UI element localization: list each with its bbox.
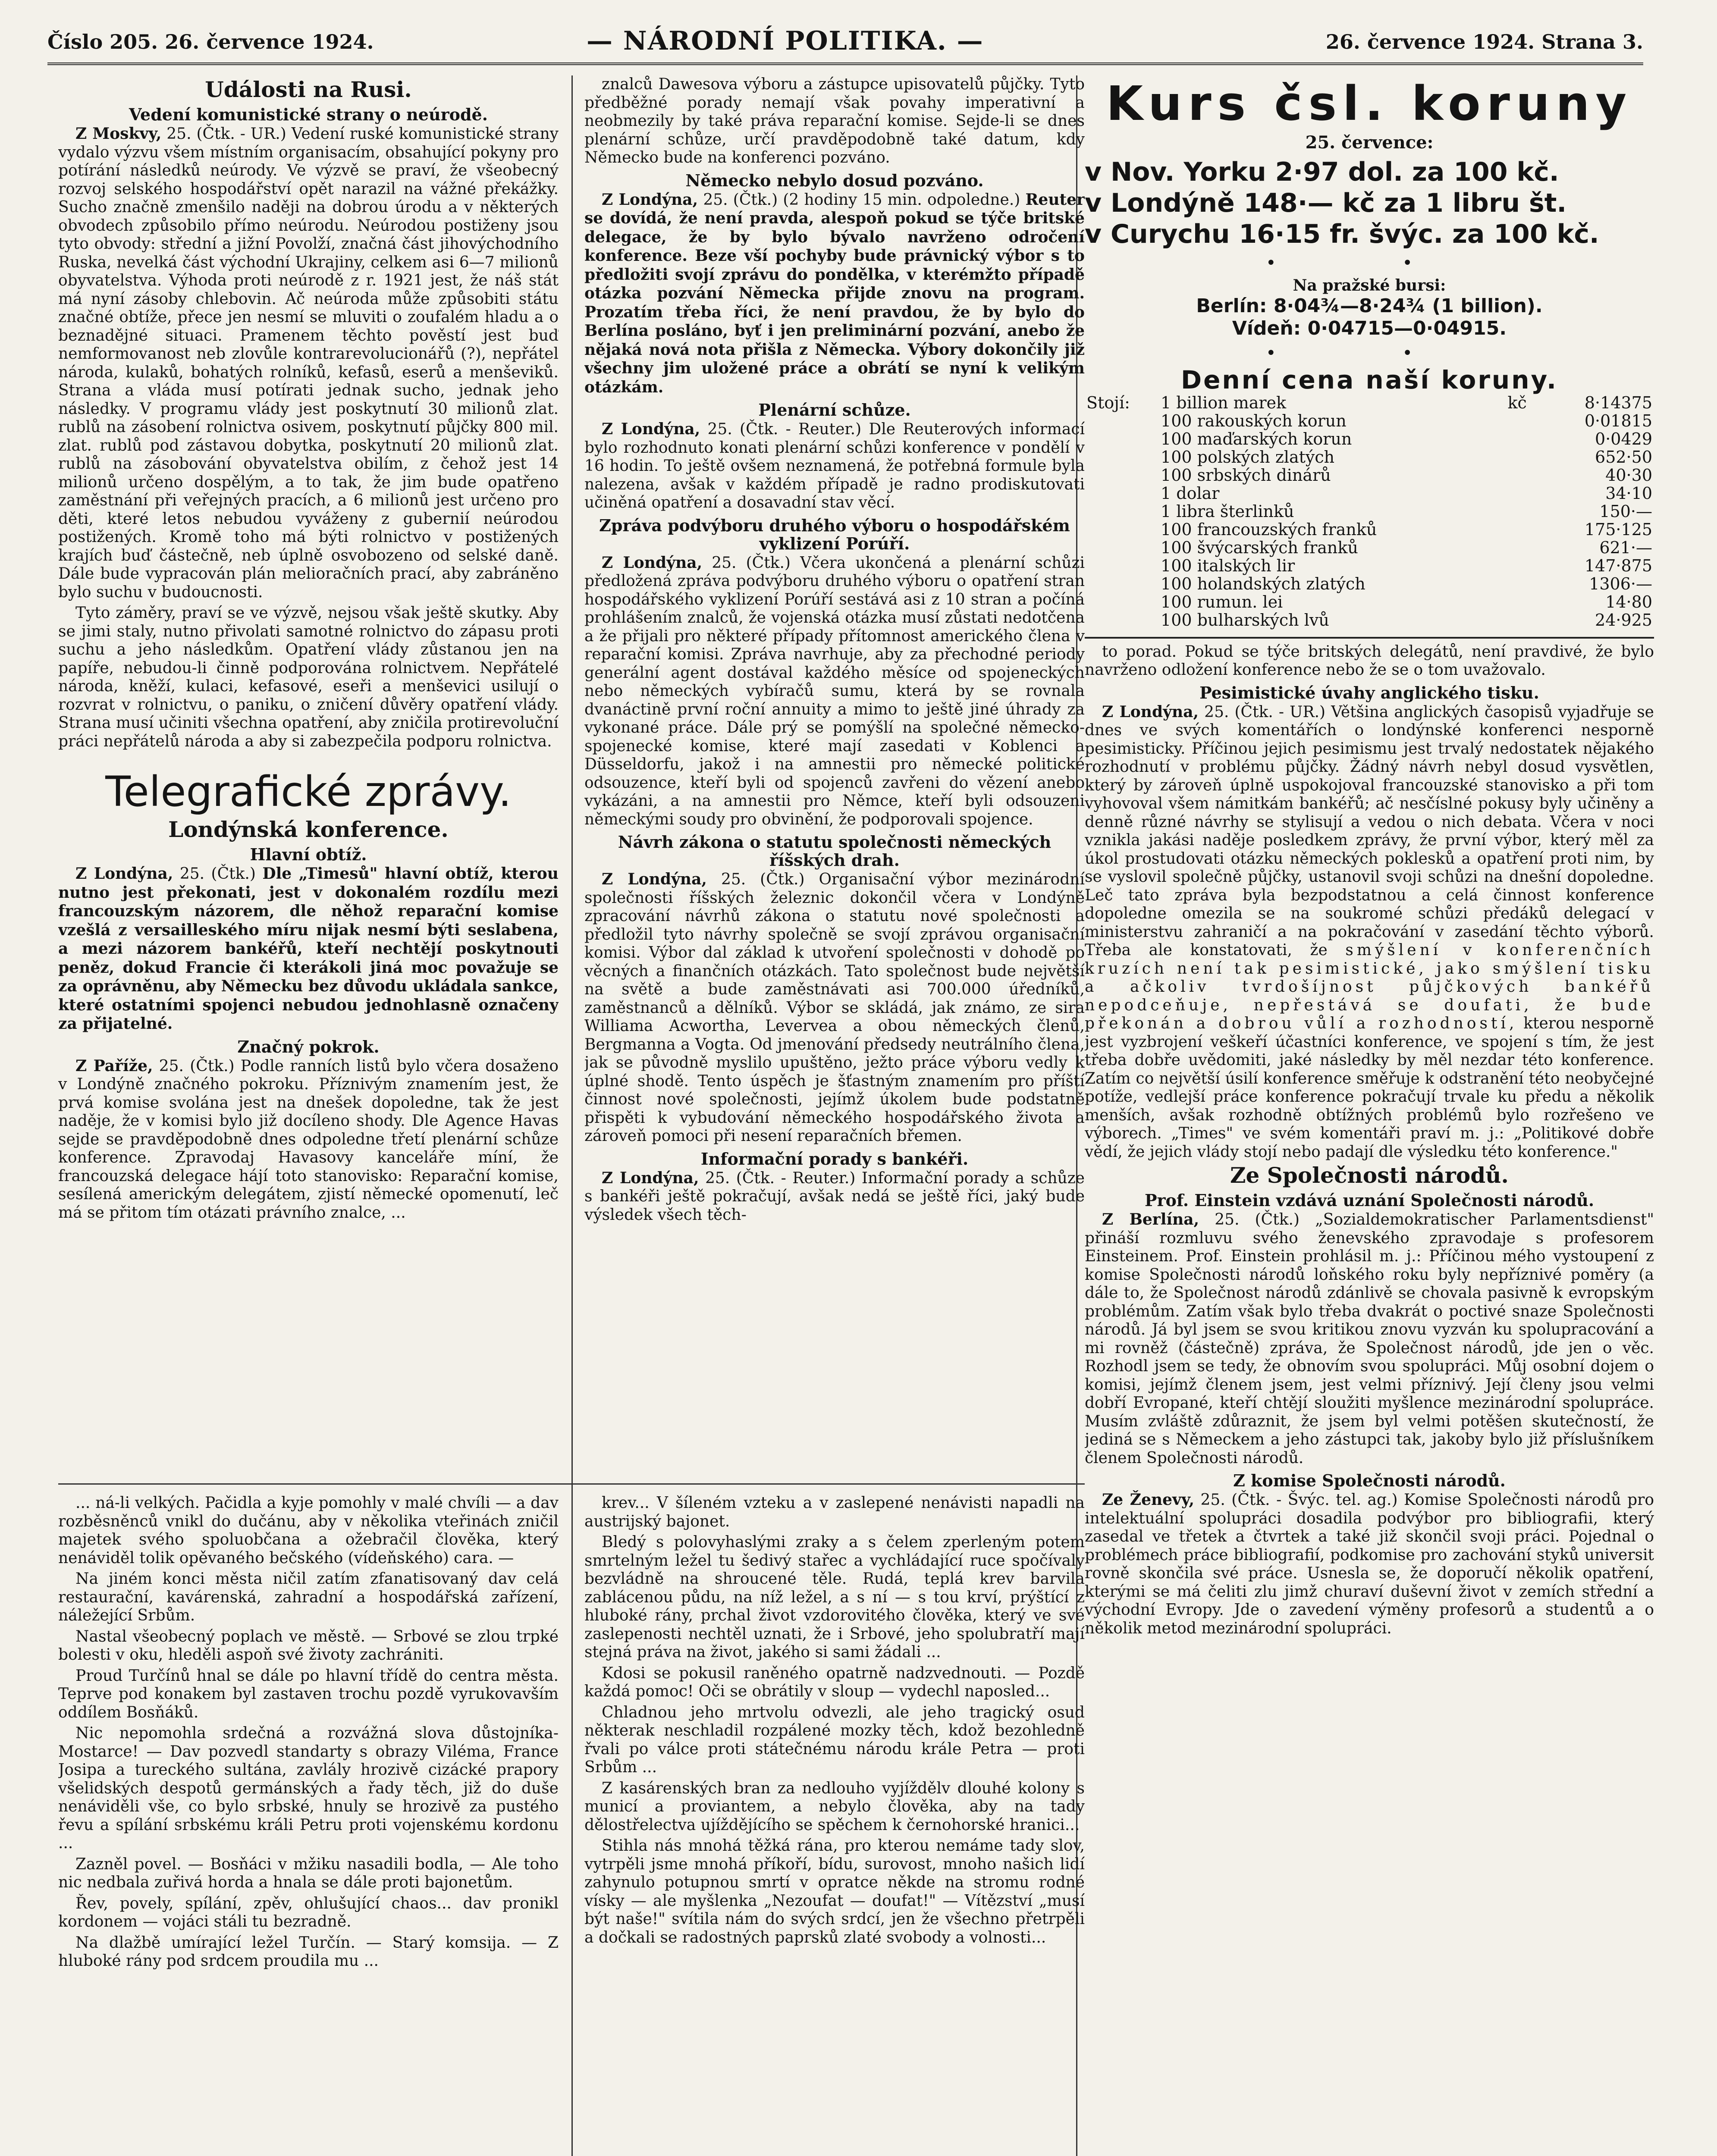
story-heading: Zpráva podvýboru druhého výboru o hospodářském vyklizení Porúří. <box>599 515 1070 553</box>
story-heading: Z komise Společnosti národů. <box>1233 1471 1506 1490</box>
rate-value: 0·0429 <box>1595 429 1652 448</box>
header-issue: Číslo 205. 26. července 1924. <box>47 30 374 53</box>
rate-prefix <box>1085 502 1159 520</box>
rate-unit <box>1506 502 1542 520</box>
paragraph: Na dlažbě umírající ležel Turčín. — Starý komsija. — Z hluboké rány pod srdcem proudila mu ... <box>58 1934 559 1970</box>
rate-prefix <box>1085 412 1159 430</box>
rate-label: 1 billion marek <box>1161 393 1287 412</box>
rate-label: 100 švýcarských franků <box>1161 538 1358 557</box>
rate-label: 100 bulharských lvů <box>1161 610 1329 630</box>
column-1 <box>58 75 559 2156</box>
rate-prefix <box>1085 539 1159 557</box>
rate-prefix: Stojí: <box>1086 393 1130 412</box>
rate-value: 147·875 <box>1584 556 1652 575</box>
story-heading: Informační porady s bankéři. <box>700 1149 969 1169</box>
masthead-title: — NÁRODNÍ POLITIKA. — <box>587 26 984 56</box>
rate-unit <box>1506 412 1542 430</box>
rate-unit <box>1506 593 1542 611</box>
story-heading: Značný pokrok. <box>237 1037 380 1056</box>
rate-unit <box>1506 611 1542 629</box>
rate-unit <box>1506 466 1542 484</box>
rates-rule <box>1085 637 1654 639</box>
rate-row <box>1085 430 1654 448</box>
rate-row <box>1085 484 1654 502</box>
paragraph: Z kasárenských bran za nedlouho vyjíždělv dlouhé kolony s municí a proviantem, a nebylo člověka, aby na tady dělostřelectva ujíždějícího se spěchem k černohorské hranici... <box>584 1779 1085 1834</box>
paragraph: to porad. Pokud se týče britských delegátů, není pravdivé, že bylo navrženo odložení konference nebo že se o tom uvažovalo. <box>1085 642 1654 679</box>
rate-prefix <box>1085 611 1159 629</box>
rate-unit <box>1506 484 1542 502</box>
rate-value: 1306·— <box>1589 574 1652 593</box>
rates-table <box>1085 394 1654 629</box>
rate-prefix <box>1085 466 1159 484</box>
article-title: Události na Rusi. <box>205 77 412 102</box>
paragraph: Z Moskvy, 25. (Čtk. - UR.) Vedení ruské komunistické strany vydalo výzvu všem místním organisacím, obsahující pokyny pro potírání následků neúrody. Ve výzvě se praví, že všeobecný rozvoj selského hospodářství opět narazil na vážné překážky. Sucho značně zmenšilo naději na dobrou úrodu a v některých obvodech způsobilo přímo neúrodu. Neúrodou postiženy jsou tyto obvody: střední a jižní Povolží, značná část jihovýchodního Ruska, nevelká část východní Ukrajiny, celkem asi 6—7 milionů obyvatelstva. Výhoda proti neúrodě z r. 1921 jest, že náš stát má nyní zásoby chlebovin. Ač neúroda může způsobiti státu značné obtíže, přece jen nesmí se mluviti o zoufalém hladu a o beznadějné situaci. Pramenem těchto pověstí jest buď nemformovanost neb zlovůle kontrarevolucionářů (?), nepřátel národa, kulaků, bohatých rolníků, kefasů, eserů a menševiků. Strana a vláda musí potírati jednak sucho, jednak jeho následky. V programu vlády jest poskytnutí 30 milionů zlat. rublů na zásobení rolnictva osivem, poskytnutí půjčky 800 mil. zlat. rublů pod zástavou dobytka, poskytnutí 20 milionů zlat. rublů na zásobování obyvatelstva obilím, z čehož jest 14 milionů určeno dospělým, a to tak, že jim bude opatřeno zaměstnání při veřejných pracích, a 6 milionů jest určeno pro děti, které letos nebudou vyváženy z gubernií neúrodou postižených. Kromě toho má býti rolnictvo v postižených krajích buď částečně, neb úplně osvobozeno od selské daně. Dále bude vypracován plán melioračních prací, aby zabráněno bylo suchu v budoucnosti. <box>58 125 559 601</box>
paragraph: Stihla nás mnohá těžká rána, pro kterou nemáme tady slov, vytrpěli jsme mnohá příkoří, bídu, surovost, mnoho našich lidí zahynulo potupnou smrtí v opratce někde na stromu rodné vísky — ale myšlenka „Nezoufat — doufat!" — Vítězství „musí být naše!" svítila nám do svých srdcí, jen že všechno přetrpěli a dočkali se radostných paprsků zlaté svobody a volnosti... <box>584 1837 1085 1946</box>
paragraph: Kdosi se pokusil raněného opatrně nadzvednouti. — Pozdě každá pomoc! Oči se obrátily v sloup — vydechl naposled... <box>584 1664 1085 1700</box>
story-heading: Návrh zákona o statutu společnosti německých říšských drah. <box>618 832 1052 870</box>
rate-row <box>1085 593 1654 611</box>
rate-value: 621·— <box>1599 538 1652 557</box>
story-heading: Prof. Einstein vzdává uznání Společnosti národů. <box>1144 1191 1595 1210</box>
paragraph: ... ná-li velkých. Pačidla a kyje pomohly v malé chvíli — a dav rozběsněnců vnikl do dučánu, aby v několika vteřinách zničil majetek svého spoluobčana a ožebračil člověka, který nenáviděl tolik opěvaného bečského (vídeňského) cara. — <box>58 1494 559 1567</box>
rate-unit <box>1506 448 1542 466</box>
rate-value: 40·30 <box>1605 465 1652 485</box>
column-3 <box>1085 75 1654 2156</box>
rate-prefix <box>1085 575 1159 593</box>
rate-unit <box>1506 430 1542 448</box>
rate-value: 652·50 <box>1595 447 1652 467</box>
rate-row <box>1085 520 1654 539</box>
rate-prefix <box>1085 557 1159 575</box>
column-divider-1 <box>571 75 573 2156</box>
bourse-label: Na pražské bursi: <box>1293 276 1446 295</box>
rate-row <box>1085 557 1654 575</box>
bourse-vienna: Vídeň: 0·04715—0·04915. <box>1232 317 1507 339</box>
rate-label: 100 srbských dinárů <box>1161 465 1331 485</box>
rate-prefix <box>1085 430 1159 448</box>
header-page: 26. července 1924. Strana 3. <box>1325 30 1643 53</box>
rate-label: 1 dolar <box>1161 483 1220 503</box>
header-rule <box>47 63 1643 65</box>
paragraph: Z Londýna, 25. (Čtk.) Včera ukončená a plenární schůzi předložená zpráva podvýboru druhého výboru o opatření stran hospodářského vyklizení Porúří sestává asi z 10 stran a počíná prohlášením znalců, že vojenská otázka musí zůstati nedotčena a že přijali pro některé případy přítomnost amerického člena v reparační komisi. Zpráva navrhuje, aby za přechodné periody generální agent dostával každého měsíce od spojeneckých nebo německých vybíračů sumu, která by se rovnala dvanáctině první roční annuity a mimo to ještě jiné úhrady za vykonané práce. Dále prý se pomýšlí na společné německo-spojenecké komise, které mají zasedati v Koblenci a Düsseldorfu, jakož i na amnestii pro německé politické odsouzence, kteří byli od spojenců zavřeni do vězení anebo vykázáni, a na amnestii pro Němce, kteří byli odsouzeni německými soudy pro obvinění, že podporovali spojence. <box>584 553 1085 828</box>
rate-prefix <box>1085 448 1159 466</box>
rate-value: 0·01815 <box>1584 411 1652 430</box>
feuilleton-2 <box>584 1494 1085 2156</box>
paragraph: Zazněl povel. — Bosňáci v mžiku nasadili bodla, — Ale toho nic nedbala zuřivá horda a hnala se dále proti bajonetům. <box>58 1855 559 1891</box>
story-heading: Plenární schůze. <box>758 400 911 420</box>
paragraph: Chladnou jeho mrtvolu odvezli, ale jeho tragický osud některak neschladil rozpálené mozky těch, kdož bezohledně řvali po válce proti státečnému národu krále Petra — proti Srbům ... <box>584 1703 1085 1776</box>
rate-label: 100 francouzských franků <box>1161 520 1377 539</box>
paragraph: Ze Ženevy, 25. (Čtk. - Švýc. tel. ag.) Komise Společnosti národů pro intelektuální spolupráci dosadila podvýbor pro bibliografii, který zasedal ve třetek a čtvrtek a také již skončil svoji práci. Pojednal o problémech práce bibliografií, podkomise pro zachování styků universit rovně skončila své práce. Usnesla se, že doporučí několik opatření, kterými se má čeliti zlu jimž churaví duševní život v zemích střední a východní Evropy. Jde o zavedení výměny profesorů a studentů a o několik metod mezinárodní spolupráci. <box>1085 1491 1654 1637</box>
story-heading: Pesimistické úvahy anglického tisku. <box>1199 683 1539 702</box>
rate-row <box>1085 575 1654 593</box>
rate-unit <box>1506 539 1542 557</box>
rate-label: 100 rumun. lei <box>1161 592 1283 611</box>
rate-row <box>1085 394 1654 412</box>
paragraph: Z Londýna, 25. (Čtk. - Reuter.) Informační porady a schůze s bankéři ještě pokračují, avšak nedá se ještě říci, jaký bude výsledek všech těch- <box>584 1169 1085 1224</box>
column-2 <box>584 75 1085 2156</box>
article-rusko <box>58 75 559 1479</box>
feuilleton-1 <box>58 1494 559 2156</box>
rate-zurich: v Curychu 16·15 fr. švýc. za 100 kč. <box>1085 219 1599 249</box>
rate-new-york: v Nov. Yorku 2·97 dol. za 100 kč. <box>1085 157 1559 187</box>
rate-label: 100 rakouských korun <box>1161 411 1347 430</box>
rate-row <box>1085 448 1654 466</box>
paragraph: Z Berlína, 25. (Čtk.) „Sozialdemokratischer Parlamentsdienst" přináší rozmluvu svého ženevského zpravodaje s profesorem Einsteinem. Prof. Einstein prohlásil m. j.: Příčinou mého vystoupení z komise Společnosti národů loňského roku byly nepříznivé poměry (a dále to, že Společnost národů zdánlivě se chovala pasivně k evropským problémům. Zatím však bylo třeba dvakrát o poctivé snaze Společnosti národů. Já byl jsem se svou kritikou znovu vyzván ku spolupracování a mi rovněž (částečně) zpráva, že Společnost národů, jde jen o věc. Rozhodl jsem se tedy, že obnovím svou spolupráci. Můj osobní dojem o komisi, jejímž členem jsem, jest velmi příznivý. Její členy jsou velmi dobří Evropané, kteří chtějí sloužiti myšlence mezinárodní spolupráce. Musím zvláště zdůraznit, že jsem byl velmi potěšen skutečností, že jediná se s Německem a jeho zástupci tak, jakoby bylo již příslušníkem členem Společnosti národů. <box>1085 1210 1654 1467</box>
section-heading: Ze Společnosti národů. <box>1230 1163 1509 1188</box>
daily-rate-title: Denní cena naší koruny. <box>1180 365 1558 395</box>
paragraph: Tyto záměry, praví se ve výzvě, nejsou však ještě skutky. Aby se jimi staly, nutno přivolati samotné rolnictvo do zápasu proti suchu a jeho následkům. Opatření vlády zůstanou jen na papíře, nebudou-li činně podporována rolnictvem. Nepřátelé národa, kněží, kulaci, kefasové, eseři a menševici usilují o rozvrat v rolnictvu, o paniku, o zničení důvěry opatření vlády. Strana musí učiniti všechna opatření, aby zničila protirevoluční práci nepřátelů národa a aby si zabezpečila podporu rolnictva. <box>58 604 559 750</box>
bourse-berlin: Berlín: 8·04¾—8·24¾ (1 billion). <box>1196 295 1543 317</box>
divider-dots: • • <box>1266 343 1473 363</box>
rate-value: 8·14375 <box>1584 393 1652 412</box>
paragraph: Proud Turčínů hnal se dále po hlavní třídě do centra města. Teprve pod konakem byl zastaven trochu pozdě vyrukovavším oddílem Bosňáků. <box>58 1667 559 1721</box>
kurs-title: Kurs čsl. koruny <box>1106 76 1633 131</box>
rate-label: 100 holandských zlatých <box>1161 574 1365 593</box>
rate-unit: kč <box>1507 393 1527 412</box>
rate-prefix <box>1085 484 1159 502</box>
paragraph: Nastal všeobecný poplach ve městě. — Srbové se zlou trpké bolesti v oku, hleděli aspoň své životy zachrániti. <box>58 1627 559 1664</box>
article-konference <box>584 75 1085 1479</box>
rate-value: 14·80 <box>1605 592 1652 611</box>
rate-unit <box>1506 575 1542 593</box>
rate-prefix <box>1085 593 1159 611</box>
story-heading: Hlavní obtíž. <box>250 845 367 864</box>
paragraph: Nic nepomohla srdečná a rozvážná slova důstojníka-Mostarce! — Dav pozvedl standarty s obrazy Viléma, France Josipa a tureckého sultána, zavlály hrozivě cizácké prapory všelidských despotů germánských a řady těch, již do duše nenáviděli vše, co bylo srbské, hnuly se hrozivě za pustého řevu a spílání srbskému králi Petru proti vojenskému kordonu ... <box>58 1724 559 1852</box>
paragraph: Na jiném konci města ničil zatím zfanatisovaný dav celá restaurační, kavárenská, zahradní a hospodářská zařízení, náležející Srbům. <box>58 1570 559 1624</box>
paragraph: Z Londýna, 25. (Čtk.) (2 hodiny 15 min. odpoledne.) Reuter se dovídá, že není pravda, alespoň pokud se týče britské delegace, že by bylo bývalo navrženo odročení konference. Beze vší pochyby bude právnický výbor s to předložiti svojí zprávu do pondělka, v kterémžto případě otázka pozvání Německa přijde znovu na program. Prozatím třeba říci, že není pravdou, že by bylo do Berlína posláno, byť i jen preliminární pozvání, anebo že nějaká nová nota přišla z Německa. Výbory dokončily již všechny jim uložené práce a obrátí se nyní k velikým otázkám. <box>584 190 1085 396</box>
rate-value: 150·— <box>1599 501 1652 521</box>
section-title: Telegrafické zprávy. <box>105 768 512 816</box>
divider-dots: • • <box>1266 253 1473 273</box>
kurs-date: 25. července: <box>1305 132 1434 153</box>
paragraph: Bledý s polovyhaslými zraky a s čelem zperleným potem smrtelným ležel tu šedivý stařec a vychládající ruce spočívaly bezvládně na shroucené těle. Rudá, teplá krev barvila zablácenou půdu, na níž ležel, a s ní — s tou krví, prýštící z hluboké rány, prchal život vzdorovitého člověka, který ve své zaslepenosti nechtěl uznati, že i Srbové, jeho spolubratří mají stejná práva na život, jakého si sami žádali ... <box>584 1533 1085 1661</box>
dateline: Z Moskvy, <box>75 125 162 143</box>
rate-label: 100 polských zlatých <box>1161 447 1335 467</box>
rate-unit <box>1506 520 1542 539</box>
paragraph: Z Londýna, 25. (Čtk.) Dle „Timesů" hlavní obtíž, kterou nutno jest překonati, jest v dokonalém rozdílu mezi francouzským názorem, dle něhož reparační komise vzešlá z versailleského míru nijak nesmí býti seslabena, a mezi názorem bankéřů, kteří nechtějí poskytnouti peněz, dokud Francie či kterákoli jiná moc považuje se za oprávněnu, aby Německu bez důvodu ukládala sankce, které ostatními spojenci nebudou jednohlasně označeny za přijatelné. <box>58 865 559 1033</box>
rate-row <box>1085 539 1654 557</box>
rate-row <box>1085 466 1654 484</box>
section-subtitle: Londýnská konference. <box>168 817 449 842</box>
rate-row <box>1085 611 1654 629</box>
paragraph: Z Londýna, 25. (Čtk. - UR.) Většina anglických časopisů vyjadřuje se dnes ve svých komentářích o londýnské konferenci nesporně pesimisticky. Příčinou jejich pesimismu jest trvalý nedostatek nějakého rozhodnutí v problému půjčky. Žádný návrh nebyl dosud vysvětlen, který by zároveň úplně uspokojoval francouzské stanovisko a při tom vyhovoval všem námitkám bankéřů; ač nesčíslné pokusy byly učiněny a denně různé návrhy se stylisují a vedou o nich debata. Včera v noci vznikla jakási naděje posledkem zprávy, že první výbor, který měl za úkol prostudovati otázku německých poklesků a opatření proti nim, by se vyslovil společně půjčky, ustanovil svoji schůzi na dnešní dopoledne. Leč tato zpráva byla bezpodstatnou a celá činnost konference dopoledne omezila se na soukromé schůzi předáků delegací v ministerstvu zahraničí a na pokračování v zasedání těchto výborů. Třeba ale konstatovati, že smýšlení v konferenčních kruzích není tak pesimistické, jako smýšlení tisku a ačkoliv tvrdošíjnost půjčkových bankéřů nepodceňuje, nepřestává se doufati, že bude překonán a dobrou vůlí a rozhodností, kterou nesporně jest vyzbrojení veškeří účastníci konference, ve spojení s tím, že jest třeba dobře uvědomiti, jaké následky by měl nezdar této konference. Zatím co největší úsilí konference směřuje k odstranění této neobyčejné potíže, vedlejší práce konference pokračují trvale ku předu a několik menších, avšak rozhodně obtížných problémů bylo rozřešeno ve výborech. „Times" ve svém komentáři praví m. j.: „Politikové dobře vědí, že jejich vlády stojí nebo padají dle výsledku této konference." <box>1085 702 1654 1161</box>
article-subtitle: Vedení komunistické strany o neúrodě. <box>129 105 488 124</box>
rate-unit <box>1506 557 1542 575</box>
rate-label: 100 italských lir <box>1161 556 1295 575</box>
paragraph: Z Londýna, 25. (Čtk. - Reuter.) Dle Reuterových informací bylo rozhodnuto konati plenární schůzi konference v pondělí v 16 hodin. To ještě ovšem neznamená, že potřebná formule byla nalezena, avšak v každém případě je radno prodiskutovati učiněná opatření a dosavadní stav věcí. <box>584 420 1085 511</box>
rate-row <box>1085 412 1654 430</box>
rate-value: 175·125 <box>1584 520 1652 539</box>
paragraph: Z Paříže, 25. (Čtk.) Podle ranních listů bylo včera dosaženo v Londýně značného pokroku. Příznivým znamením jest, že prvá komise svolána jest na dnešek dopoledne, tak že jest naděje, že v komisi bylo již docíleno shody. Dle Agence Havas sejde se pravděpodobně dnes odpoledne třetí plenární schůze konference. Zpravodaj Havasovy kanceláře míní, že francouzská delegace hájí toto stanovisko: Reparační komise, sesílená americkým delegátem, zjistí německé opomenutí, leč má se přitom tím otázati právního znalce, ... <box>58 1056 559 1222</box>
paragraph: Řev, povely, spílání, zpěv, ohlušující chaos... dav pronikl kordonem — vojáci stáli tu bezradně. <box>58 1894 559 1930</box>
rate-value: 24·925 <box>1595 610 1652 630</box>
page-header <box>47 9 1643 60</box>
rate-row <box>1085 502 1654 520</box>
rate-value: 34·10 <box>1605 483 1652 503</box>
rate-prefix <box>1085 520 1159 539</box>
paragraph: krev... V šíleném vzteku a v zaslepené nenávisti napadli na austrijský bajonet. <box>584 1494 1085 1530</box>
paragraph: znalců Dawesova výboru a zástupce upisovatelů půjčky. Tyto předběžné porady nemají však povahy imperativní a neobmezily by také práva reparační komise. Sejde-li se dnes plenární schůze, určí pravděpodobně také datum, kdy Německo bude na konferenci pozváno. <box>584 75 1085 166</box>
rate-label: 1 libra šterlinků <box>1161 501 1294 521</box>
story-heading: Německo nebylo dosud pozváno. <box>685 170 984 190</box>
rate-label: 100 maďarských korun <box>1161 429 1352 448</box>
paragraph: Z Londýna, 25. (Čtk.) Organisační výbor mezinárodní společnosti říšských železnic dokončil včera v Londýně zpracování návrhů zákona o statutu nové společnosti a předložil tyto návrhy společně se svojí zprávou organisační komisi. Výbor dal základ k utvoření společnosti v dohodě po věcných a finančních otázkách. Tato společnost bude největší na světě a bude zaměstnávati asi 700.000 úředníků, zaměstnanců a dělníků. Výbor se skládá, jak známo, ze sira Williama Acwortha, Levervea a obou německých členů, Bergmanna a Vogta. Od jmenování předsedy neutrálního člena, jak se původně myslilo upuštěno, ježto práce výboru vedly k úplné shodě. Tento úspěch je šťastným znamením pro příští činnost nové společnosti, jejímž úkolem bude podstatně přispěti k vybudování německého hospodářského života a zároveň pomoci při nesení reparačních břemen. <box>584 870 1085 1145</box>
rate-london: v Londýně 148·— kč za 1 libru št. <box>1085 188 1567 218</box>
